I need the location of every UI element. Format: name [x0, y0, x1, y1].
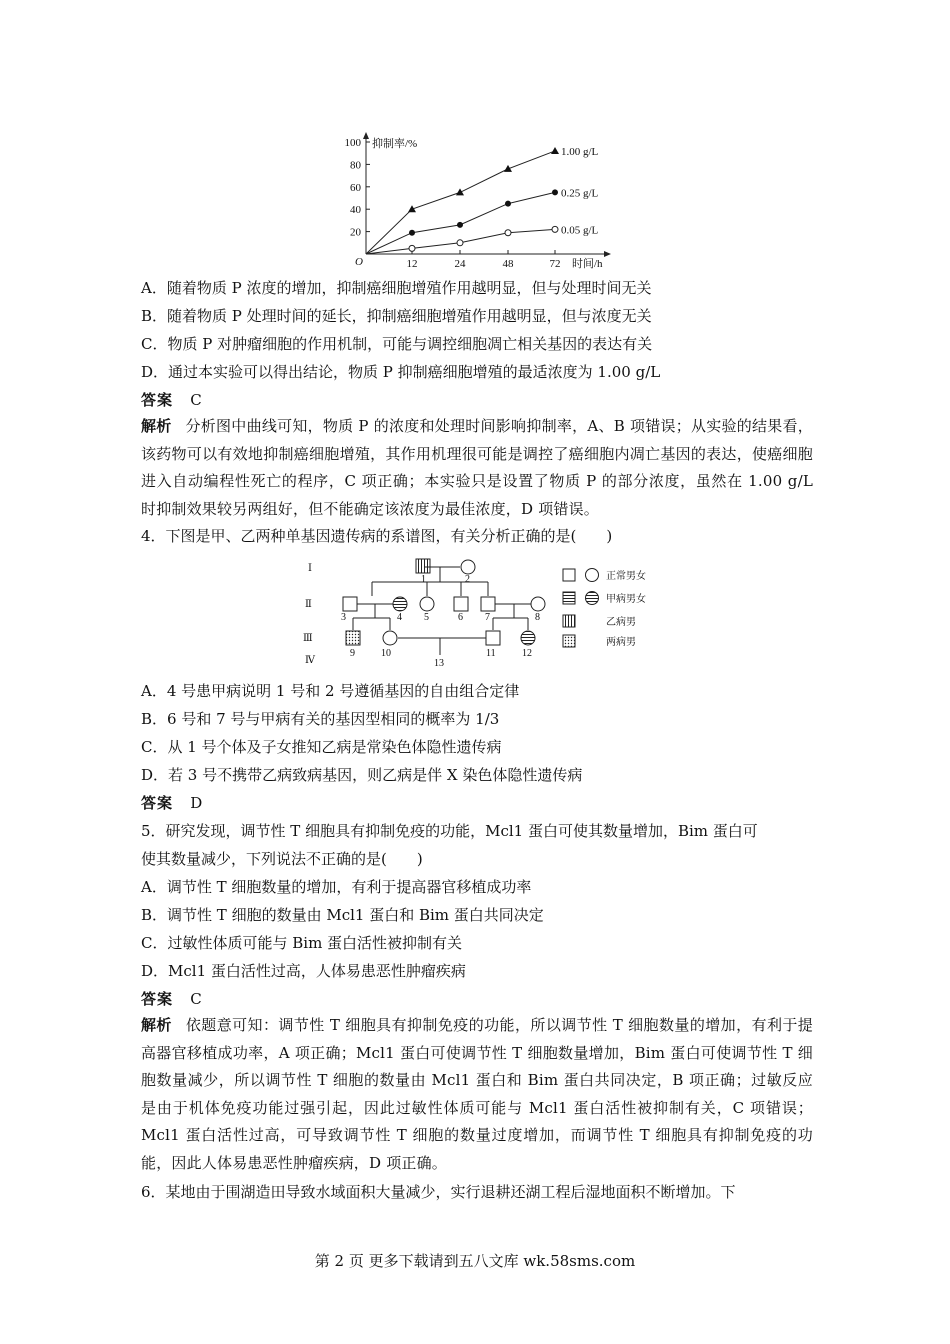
- series-label: 1.00 g/L: [561, 145, 599, 158]
- q5-answer: [141, 989, 202, 1009]
- individual-2: [461, 560, 475, 574]
- x-axis-arrow: [604, 251, 611, 257]
- data-point-filled: [457, 222, 463, 228]
- q5-stem-line-1: 5．研究发现，调节性 T 细胞具有抑制免疫的功能，Mcl1 蛋白可使其数量增加，Bim 蛋白可: [141, 822, 758, 840]
- analysis-label: 解析: [141, 1016, 172, 1034]
- q3-analysis: [141, 413, 813, 523]
- individual-number: 7: [485, 612, 490, 623]
- x-tick-label: 24: [454, 258, 466, 270]
- page-footer: 第 2 页 更多下载请到五八文库 wk.58sms.com: [314, 1252, 636, 1270]
- legend-disease-b-male-symbol: [563, 615, 575, 627]
- individual-5: [420, 597, 434, 611]
- data-point-open: [457, 240, 463, 246]
- individual-number: 1: [421, 574, 426, 585]
- individual-1: [416, 559, 430, 573]
- individual-3: [343, 597, 357, 611]
- individual-6: [454, 597, 468, 611]
- q5-analysis: [141, 1012, 813, 1178]
- q6-stem: 6．某地由于围湖造田导致水域面积大量减少，实行退耕还湖工程后湿地面积不断增加。下: [141, 1183, 736, 1201]
- generation-label: Ⅲ: [303, 633, 313, 644]
- individual-12: [521, 631, 535, 645]
- q3-option-c: C．物质 P 对肿瘤细胞的作用机制，可能与调控细胞凋亡相关基因的表达有关: [141, 335, 653, 353]
- legend-disease-a-male-symbol: [563, 592, 575, 604]
- q5-option-c: C．过敏性体质可能与 Bim 蛋白活性被抑制有关: [141, 934, 463, 952]
- q4-option-b: B．6 号和 7 号与甲病有关的基因型相同的概率为 1/3: [141, 710, 500, 728]
- individual-number: 8: [535, 612, 540, 623]
- y-axis-title: 抑制率/%: [372, 138, 418, 150]
- q3-option-b: B．随着物质 P 处理时间的延长，抑制癌细胞增殖作用越明显，但与浓度无关: [141, 307, 652, 325]
- inhibition-rate-chart: [330, 128, 630, 273]
- x-tick-label: 12: [406, 258, 418, 270]
- individual-8: [531, 597, 545, 611]
- legend-disease-a-female-symbol: [586, 592, 599, 605]
- answer-label: 答案: [141, 391, 174, 409]
- individual-number: 10: [381, 648, 391, 659]
- y-tick-label: 80: [350, 159, 361, 172]
- individual-number: 4: [397, 612, 402, 623]
- chart-series: [366, 146, 599, 254]
- individual-11: [486, 631, 500, 645]
- q5-option-b: B．调节性 T 细胞的数量由 Mcl1 蛋白和 Bim 蛋白共同决定: [141, 906, 544, 924]
- q4-option-a: A．4 号患甲病说明 1 号和 2 号遵循基因的自由组合定律: [141, 682, 520, 700]
- y-tick-label: 100: [344, 137, 361, 149]
- data-point-triangle: [504, 165, 512, 172]
- data-point-filled: [409, 230, 415, 236]
- legend-normal-male-symbol: [563, 569, 575, 581]
- legend-label: 乙病男: [606, 617, 636, 628]
- y-tick-label: 20: [350, 226, 361, 239]
- legend-label: 甲病男女: [606, 594, 646, 605]
- legend-label: 正常男女: [606, 571, 646, 582]
- individual-number: 13: [434, 658, 444, 669]
- analysis-text: 依题意可知：调节性 T 细胞具有抑制免疫的功能，所以调节性 T 细胞数量的增加，有利于提高器官移植成功率，A 项正确；Mcl1 蛋白可使调节性 T 细胞数量增加，Bim 蛋白可使调节性 T 细胞数量减少，所以调节性 T 细胞的数量由 Mcl1 蛋白和 Bim 蛋白共同决定，B 项正确；过敏反应是由于机体免疫功能过强引起，因此过敏性体质可能与 Mcl1 蛋白活性被抑制有关，C 项错误；Mcl1 蛋白活性过高，可导致调节性 T 细胞的数量过度增加，而调节性 T 细胞具有抑制免疫的功能，因此人体易患恶性肿瘤疾病，D 项正确。: [141, 1016, 813, 1172]
- x-axis-title: 时间/h: [572, 258, 603, 270]
- data-point-open: [552, 226, 558, 232]
- data-point-filled: [505, 201, 511, 207]
- generation-label: Ⅳ: [305, 655, 315, 666]
- answer-value: C: [190, 990, 202, 1008]
- x-tick-label: 72: [549, 258, 561, 270]
- individual-number: 5: [424, 612, 429, 623]
- individual-9: [346, 631, 360, 645]
- q3-answer: [141, 390, 202, 410]
- q4-option-d: D．若 3 号不携带乙病致病基因，则乙病是伴 X 染色体隐性遗传病: [141, 766, 583, 784]
- legend-normal-female-symbol: [586, 569, 599, 582]
- q5-option-d: D．Mcl1 蛋白活性过高，人体易患恶性肿瘤疾病: [141, 962, 466, 980]
- legend-label: 两病男: [606, 637, 636, 648]
- analysis-text: 分析图中曲线可知，物质 P 的浓度和处理时间影响抑制率，A、B 项错误；从实验的结果看，该药物可以有效地抑制癌细胞增殖，其作用机理很可能是调控了癌细胞内凋亡基因的表达，使癌细胞进入自动编程性死亡的程序，C 项正确；本实验只是设置了物质 P 的部分浓度，虽然在 1.00 g/L 时抑制效果较另两组好，但不能确定该浓度为最佳浓度，D 项错误。: [141, 417, 814, 518]
- individual-number: 6: [458, 612, 463, 623]
- data-point-open: [505, 230, 511, 236]
- data-point-triangle: [551, 147, 559, 154]
- q4-option-c: C．从 1 号个体及子女推知乙病是常染色体隐性遗传病: [141, 738, 502, 756]
- answer-label: 答案: [141, 794, 174, 812]
- individual-7: [481, 597, 495, 611]
- pedigree-chart: [300, 552, 670, 670]
- individual-number: 2: [465, 574, 470, 585]
- generation-label: Ⅰ: [308, 563, 312, 574]
- y-tick-label: 40: [350, 204, 361, 217]
- individual-10: [383, 631, 397, 645]
- individual-number: 9: [350, 648, 355, 659]
- q5-option-a: A．调节性 T 细胞数量的增加，有利于提高器官移植成功率: [141, 878, 532, 896]
- series-label: 0.05 g/L: [561, 224, 599, 237]
- legend-both-disease-male-symbol: [563, 635, 575, 647]
- individual-number: 3: [341, 612, 346, 623]
- answer-value: C: [190, 391, 202, 409]
- generation-label: Ⅱ: [305, 599, 312, 610]
- q5-stem-line-2: 使其数量减少，下列说法不正确的是( ): [141, 850, 423, 868]
- series-label: 0.25 g/L: [561, 187, 599, 200]
- individual-number: 12: [522, 648, 532, 659]
- q4-answer: [141, 793, 202, 813]
- y-tick-label: 60: [350, 181, 361, 194]
- individual-4: [393, 597, 407, 611]
- series-line: [366, 151, 555, 254]
- q4-stem: 4．下图是甲、乙两种单基因遗传病的系谱图，有关分析正确的是( ): [141, 527, 613, 545]
- q3-option-a: A．随着物质 P 浓度的增加，抑制癌细胞增殖作用越明显，但与处理时间无关: [141, 279, 652, 297]
- answer-label: 答案: [141, 990, 174, 1008]
- q3-option-d: D．通过本实验可以得出结论，物质 P 抑制癌细胞增殖的最适浓度为 1.00 g/L: [141, 363, 661, 381]
- data-point-triangle: [456, 188, 464, 195]
- analysis-label: 解析: [141, 417, 172, 435]
- x-tick-label: 48: [502, 258, 514, 270]
- data-point-filled: [552, 189, 558, 195]
- data-point-open: [409, 245, 415, 251]
- answer-value: D: [190, 794, 203, 812]
- origin-label: O: [355, 256, 363, 268]
- y-axis-arrow: [363, 132, 369, 139]
- individual-number: 11: [486, 648, 496, 659]
